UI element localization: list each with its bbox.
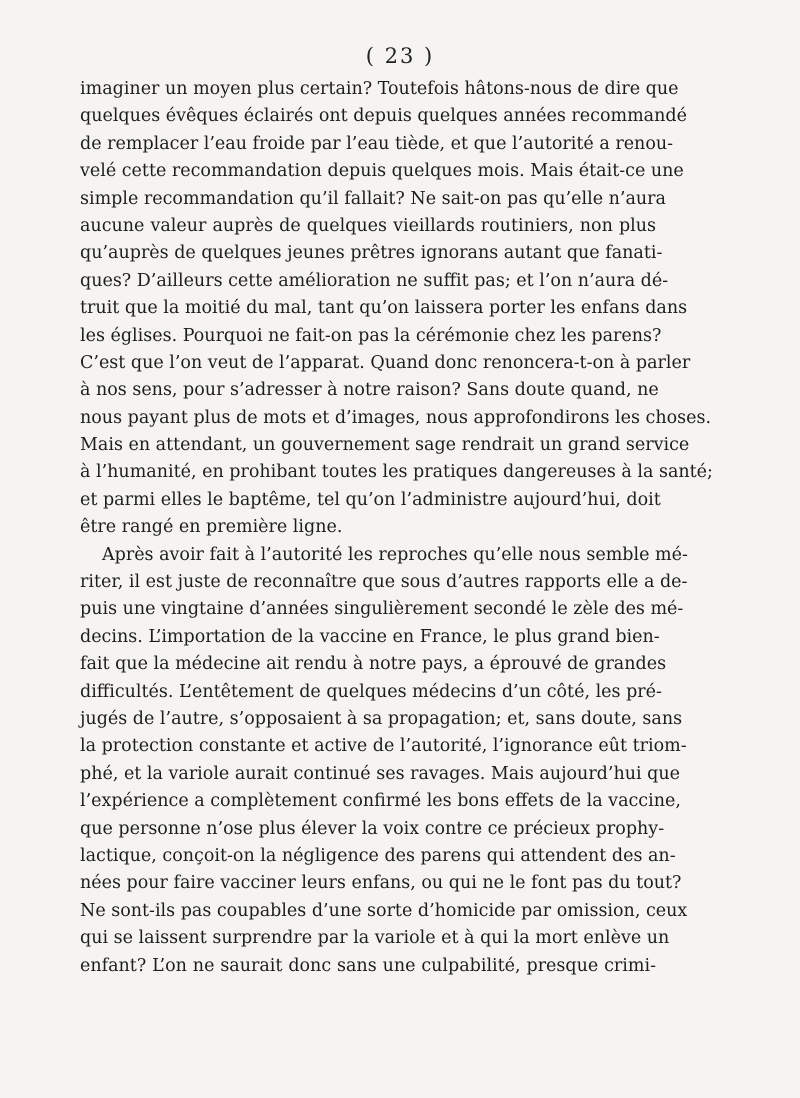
- text-line: Mais en attendant, un gouvernement sage rendrait un grand service: [80, 435, 690, 456]
- text-line: nous payant plus de mots et d’images, nous approfondirons les choses.: [80, 407, 712, 428]
- text-line: velé cette recommandation depuis quelques mois. Mais était-ce une: [80, 161, 684, 182]
- text-line: jugés de l’autre, s’opposaient à sa propagation; et, sans doute, sans: [80, 708, 683, 729]
- text-line: à l’humanité, en prohibant toutes les pratiques dangereuses à la santé;: [80, 462, 713, 483]
- page-number: ( 23 ): [365, 44, 435, 68]
- text-line: qui se laissent surprendre par la variole et à qui la mort enlève un: [80, 928, 670, 949]
- text-line: aucune valeur auprès de quelques vieillards routiniers, non plus: [80, 215, 656, 236]
- paragraph-start-line: Après avoir fait à l’autorité les reproches qu’elle nous semble mé-: [102, 544, 688, 565]
- text-line: difficultés. L’entêtement de quelques médecins d’un côté, les pré-: [80, 681, 662, 702]
- text-line: à nos sens, pour s’adresser à notre raison? Sans doute quand, ne: [80, 380, 659, 401]
- text-line: quelques évêques éclairés ont depuis quelques années recommandé: [80, 106, 687, 127]
- text-line: simple recommandation qu’il fallait? Ne sait-on pas qu’elle n’aura: [80, 188, 666, 209]
- text-line: truit que la moitié du mal, tant qu’on laissera porter les enfans dans: [80, 298, 688, 319]
- text-line: lactique, conçoit-on la négligence des parens qui attendent des an-: [80, 845, 676, 866]
- text-line: la protection constante et active de l’autorité, l’ignorance eût triom-: [80, 736, 687, 757]
- text-line: Ne sont-ils pas coupables d’une sorte d’homicide par omission, ceux: [80, 900, 688, 921]
- text-line: puis une vingtaine d’années singulièrement secondé le zèle des mé-: [80, 599, 684, 620]
- text-line: riter, il est juste de reconnaître que sous d’autres rapports elle a de-: [80, 572, 688, 593]
- paragraph-end-line: être rangé en première ligne.: [80, 517, 343, 538]
- text-line: fait que la médecine ait rendu à notre pays, a éprouvé de grandes: [80, 654, 667, 675]
- text-line: nées pour faire vacciner leurs enfans, ou qui ne le font pas du tout?: [80, 873, 682, 894]
- text-line: C’est que l’on veut de l’apparat. Quand donc renoncera-t-on à parler: [80, 352, 691, 373]
- body-text: [80, 76, 713, 980]
- text-line: qu’auprès de quelques jeunes prêtres ignorans autant que fanati-: [80, 243, 663, 264]
- text-line: imaginer un moyen plus certain? Toutefois hâtons-nous de dire que: [80, 79, 679, 99]
- text-line: phé, et la variole aurait continué ses ravages. Mais aujourd’hui que: [80, 763, 680, 784]
- text-line: les églises. Pourquoi ne fait-on pas la cérémonie chez les parens?: [80, 325, 662, 346]
- text-line: de remplacer l’eau froide par l’eau tiède, et que l’autorité a renou-: [80, 133, 674, 154]
- text-line: enfant? L’on ne saurait donc sans une culpabilité, presque crimi-: [80, 955, 656, 976]
- text-line: que personne n’ose plus élever la voix contre ce précieux prophy-: [80, 818, 665, 839]
- text-line: ques? D’ailleurs cette amélioration ne suffit pas; et l’on n’aura dé-: [80, 270, 669, 291]
- text-line: decins. L’importation de la vaccine en France, le plus grand bien-: [80, 626, 660, 647]
- text-line: et parmi elles le baptême, tel qu’on l’administre aujourd’hui, doit: [80, 489, 661, 510]
- text-line: l’expérience a complètement confirmé les bons effets de la vaccine,: [80, 791, 681, 812]
